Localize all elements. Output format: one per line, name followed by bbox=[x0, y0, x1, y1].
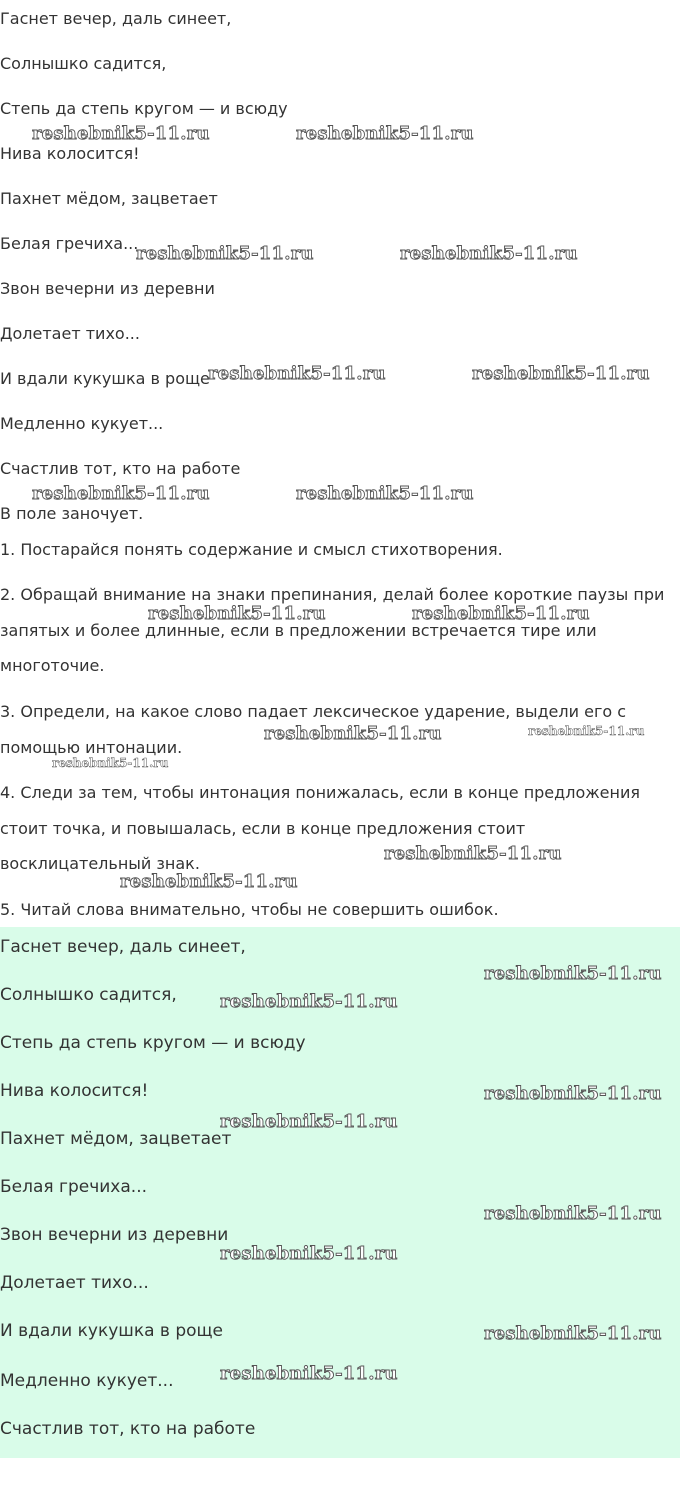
poem-line: Степь да степь кругом — и всюду bbox=[0, 99, 288, 118]
watermark: reshebnik5-11.ru bbox=[296, 123, 474, 144]
watermark: reshebnik5-11.ru bbox=[52, 756, 169, 770]
poem-line: Звон вечерни из деревни bbox=[0, 1225, 229, 1245]
poem-line: Белая гречиха... bbox=[0, 1177, 147, 1197]
poem-line: Пахнет мёдом, зацветает bbox=[0, 1129, 232, 1149]
poem-line: Солнышко садится, bbox=[0, 985, 177, 1005]
watermark: reshebnik5-11.ru bbox=[384, 843, 562, 864]
poem-line: Медленно кукует... bbox=[0, 1371, 174, 1391]
tip-line: восклицательный знак. bbox=[0, 854, 200, 873]
poem-line: Пахнет мёдом, зацветает bbox=[0, 189, 218, 208]
watermark: reshebnik5-11.ru bbox=[220, 1111, 398, 1132]
watermark: reshebnik5-11.ru bbox=[220, 1363, 398, 1384]
watermark: reshebnik5-11.ru bbox=[148, 603, 326, 624]
poem-line: Нива колосится! bbox=[0, 1081, 149, 1101]
watermark: reshebnik5-11.ru bbox=[484, 1203, 662, 1224]
watermark: reshebnik5-11.ru bbox=[32, 483, 210, 504]
tip-line: 1. Постарайся понять содержание и смысл стихотворения. bbox=[0, 540, 503, 559]
watermark: reshebnik5-11.ru bbox=[296, 483, 474, 504]
poem-line: Белая гречиха... bbox=[0, 234, 139, 253]
watermark: reshebnik5-11.ru bbox=[472, 363, 650, 384]
watermark: reshebnik5-11.ru bbox=[220, 991, 398, 1012]
poem-line: И вдали кукушка в роще bbox=[0, 369, 210, 388]
poem-line: Звон вечерни из деревни bbox=[0, 279, 215, 298]
watermark: reshebnik5-11.ru bbox=[120, 871, 298, 892]
tip-line: 4. Следи за тем, чтобы интонация понижалась, если в конце предложения bbox=[0, 783, 640, 802]
poem-line: Нива колосится! bbox=[0, 144, 140, 163]
watermark: reshebnik5-11.ru bbox=[484, 1323, 662, 1344]
poem-line: И вдали кукушка в роще bbox=[0, 1321, 224, 1341]
poem-line: Медленно кукует... bbox=[0, 414, 164, 433]
watermark: reshebnik5-11.ru bbox=[208, 363, 386, 384]
tip-line: запятых и более длинные, если в предложении встречается тире или bbox=[0, 621, 597, 640]
watermark: reshebnik5-11.ru bbox=[484, 963, 662, 984]
poem-line: Солнышко садится, bbox=[0, 54, 167, 73]
poem-line: Гаснет вечер, даль синеет, bbox=[0, 9, 232, 28]
poem-line: В поле заночует. bbox=[0, 504, 144, 523]
tip-line: 5. Читай слова внимательно, чтобы не совершить ошибок. bbox=[0, 900, 499, 919]
tip-line: многоточие. bbox=[0, 656, 105, 675]
watermark: reshebnik5-11.ru bbox=[400, 243, 578, 264]
poem-line: Долетает тихо... bbox=[0, 1273, 149, 1293]
watermark: reshebnik5-11.ru bbox=[412, 603, 590, 624]
tip-line: стоит точка, и повышалась, если в конце предложения стоит bbox=[0, 819, 526, 838]
watermark: reshebnik5-11.ru bbox=[528, 724, 645, 738]
tip-line: 2. Обращай внимание на знаки препинания, делай более короткие паузы при bbox=[0, 585, 665, 604]
poem-line: Степь да степь кругом — и всюду bbox=[0, 1033, 306, 1053]
watermark: reshebnik5-11.ru bbox=[136, 243, 314, 264]
poem-line: Счастлив тот, кто на работе bbox=[0, 459, 241, 478]
watermark: reshebnik5-11.ru bbox=[484, 1083, 662, 1104]
tip-line: помощью интонации. bbox=[0, 738, 183, 757]
watermark: reshebnik5-11.ru bbox=[32, 123, 210, 144]
tip-line: 3. Определи, на какое слово падает лексическое ударение, выдели его с bbox=[0, 702, 627, 721]
watermark: reshebnik5-11.ru bbox=[264, 723, 442, 744]
poem-line: Долетает тихо... bbox=[0, 324, 140, 343]
poem-line: Счастлив тот, кто на работе bbox=[0, 1419, 256, 1439]
poem-line: Гаснет вечер, даль синеет, bbox=[0, 937, 246, 957]
watermark: reshebnik5-11.ru bbox=[220, 1243, 398, 1264]
